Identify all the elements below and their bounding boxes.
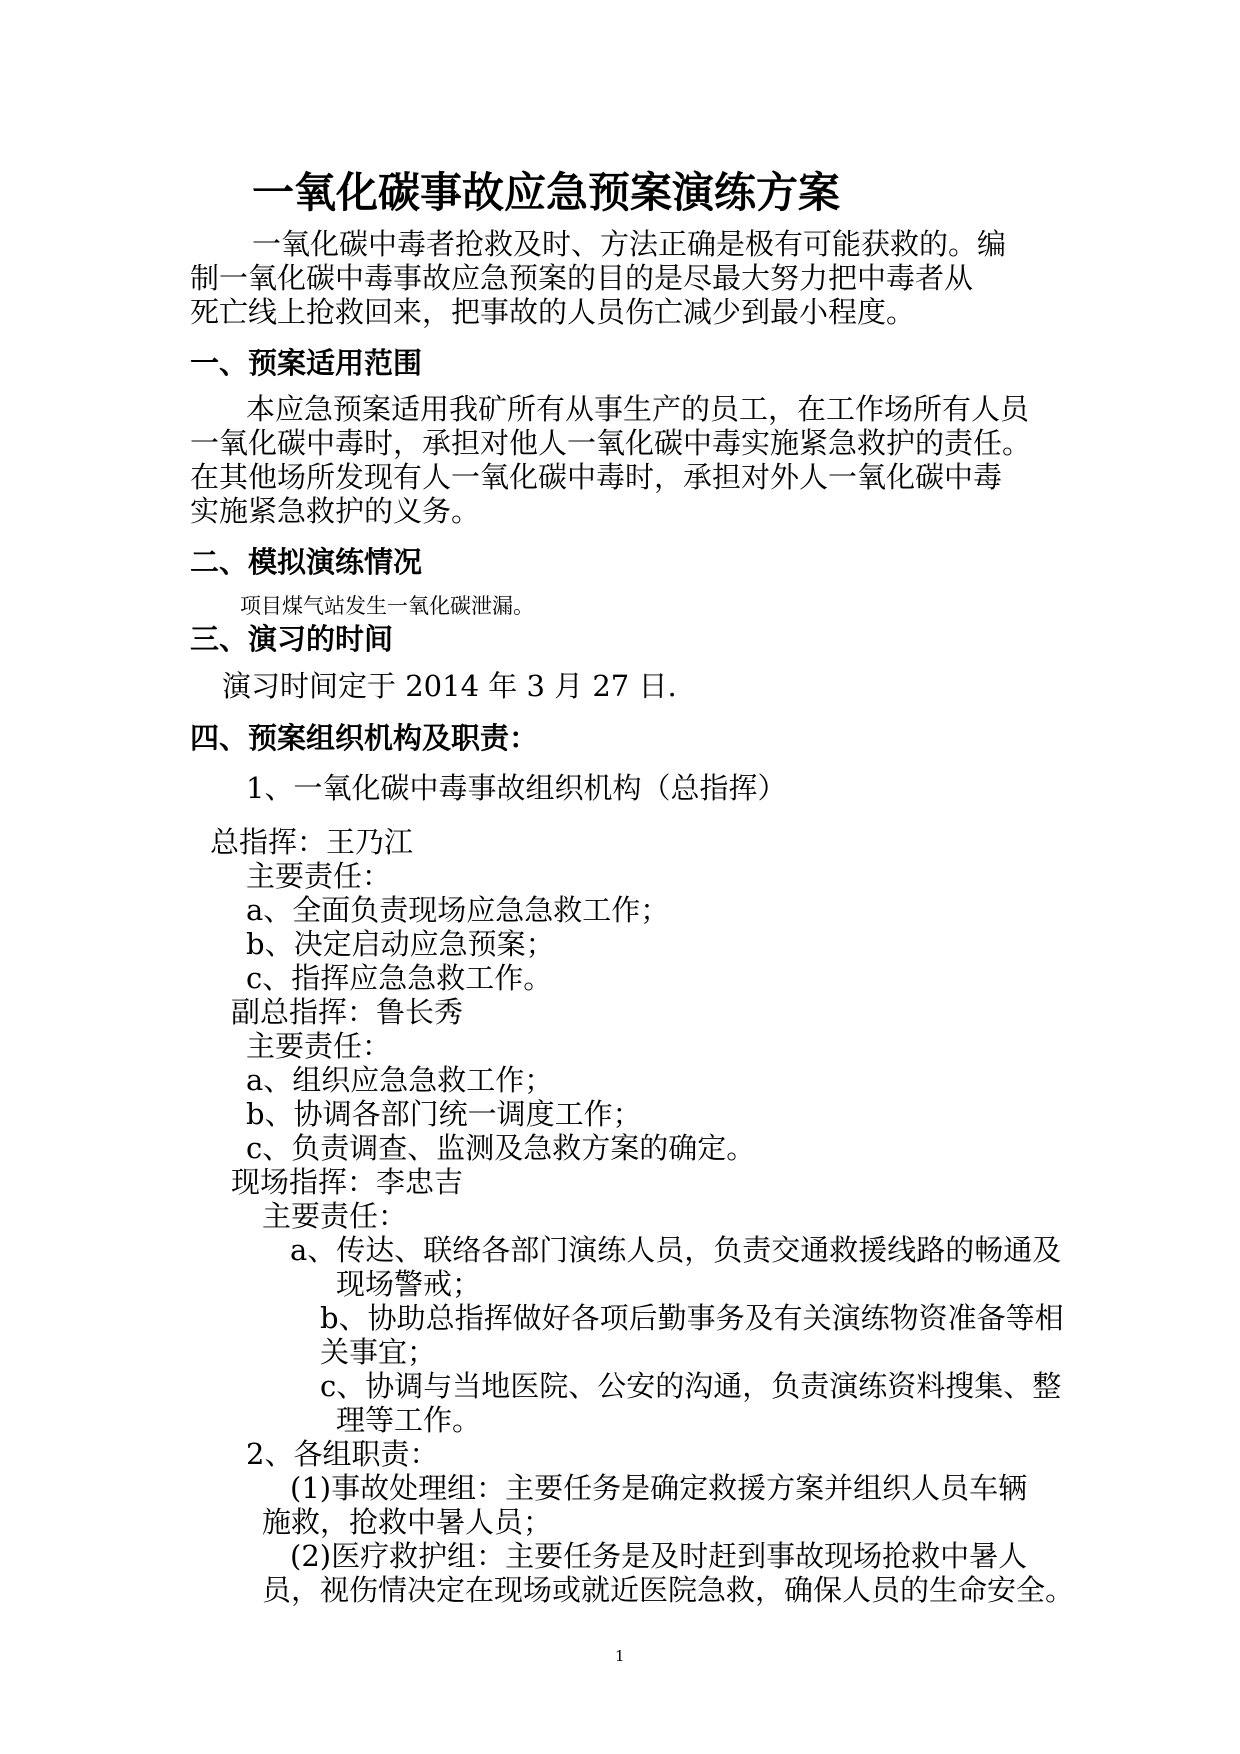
duty-label: 主要责任： (246, 1029, 392, 1063)
commander-duty: a、全面负责现场应急急救工作； (246, 893, 670, 927)
site-duty: a、传达、联络各部门演练人员，负责交通救援线路的畅通及 (290, 1233, 1062, 1267)
deputy-duty: a、组织应急急救工作； (246, 1063, 554, 1097)
deputy-duty: c、负责调查、监测及急救方案的确定。 (246, 1131, 756, 1165)
commander-line: 总指挥：王乃江 (210, 825, 414, 859)
commander-duty: c、指挥应急急救工作。 (246, 961, 553, 995)
section-heading-scope: 一、预案适用范围 (190, 346, 423, 380)
commander-duty: b、决定启动应急预案； (246, 927, 555, 961)
group-duty-line: 员，视伤情决定在现场或就近医院急救，确保人员的生命安全。 (262, 1573, 1075, 1607)
scope-line: 本应急预案适用我矿所有从事生产的员工，在工作场所有人员 (246, 392, 1030, 426)
intro-line: 死亡线上抢救回来，把事故的人员伤亡减少到最小程度。 (190, 295, 916, 329)
deputy-duty: b、协调各部门统一调度工作； (246, 1097, 642, 1131)
site-commander-line: 现场指挥：李忠吉 (231, 1165, 464, 1199)
section-heading-organization: 四、预案组织机构及职责： (190, 721, 539, 755)
scope-line: 在其他场所发现有人一氧化碳中毒时，承担对外人一氧化碳中毒 (190, 460, 1003, 494)
site-duty: c、协调与当地医院、公安的沟通，负责演练资料搜集、整 (320, 1369, 1062, 1403)
duty-label: 主要责任： (262, 1199, 408, 1233)
site-duty: 关事宜； (320, 1335, 437, 1369)
site-duty: 现场警戒； (336, 1267, 482, 1301)
group-duties-subheading: 2、各组职责： (246, 1437, 439, 1471)
section-heading-drill-time: 三、演习的时间 (190, 622, 394, 656)
document-title: 一氧化碳事故应急预案演练方案 (252, 168, 841, 217)
duty-label: 主要责任： (246, 859, 392, 893)
page-number: 1 (615, 1647, 625, 1665)
group-duty-line: (2)医疗救护组：主要任务是及时赶到事故现场抢救中暑人 (290, 1539, 1028, 1573)
site-duty: 理等工作。 (336, 1403, 482, 1437)
intro-line: 一氧化碳中毒者抢救及时、方法正确是极有可能获救的。编 (252, 227, 1007, 261)
scope-line: 一氧化碳中毒时，承担对他人一氧化碳中毒实施紧急救护的责任。 (190, 426, 1032, 460)
org-subheading: 1、一氧化碳中毒事故组织机构（总指挥） (246, 771, 787, 805)
drill-scenario-text: 项目煤气站发生一氧化碳泄漏。 (240, 594, 534, 618)
group-duty-line: 施救，抢救中暑人员； (262, 1505, 553, 1539)
drill-time-text: 演习时间定于 2014 年 3 月 27 日. (222, 669, 677, 703)
group-duty-line: (1)事故处理组：主要任务是确定救援方案并组织人员车辆 (290, 1471, 1028, 1505)
deputy-commander-line: 副总指挥：鲁长秀 (231, 995, 464, 1029)
section-heading-drill-scenario: 二、模拟演练情况 (190, 545, 423, 579)
site-duty: b、协助总指挥做好各项后勤事务及有关演练物资准备等相 (320, 1301, 1064, 1335)
scope-line: 实施紧急救护的义务。 (190, 494, 481, 528)
intro-line: 制一氧化碳中毒事故应急预案的目的是尽最大努力把中毒者从 (190, 261, 974, 295)
